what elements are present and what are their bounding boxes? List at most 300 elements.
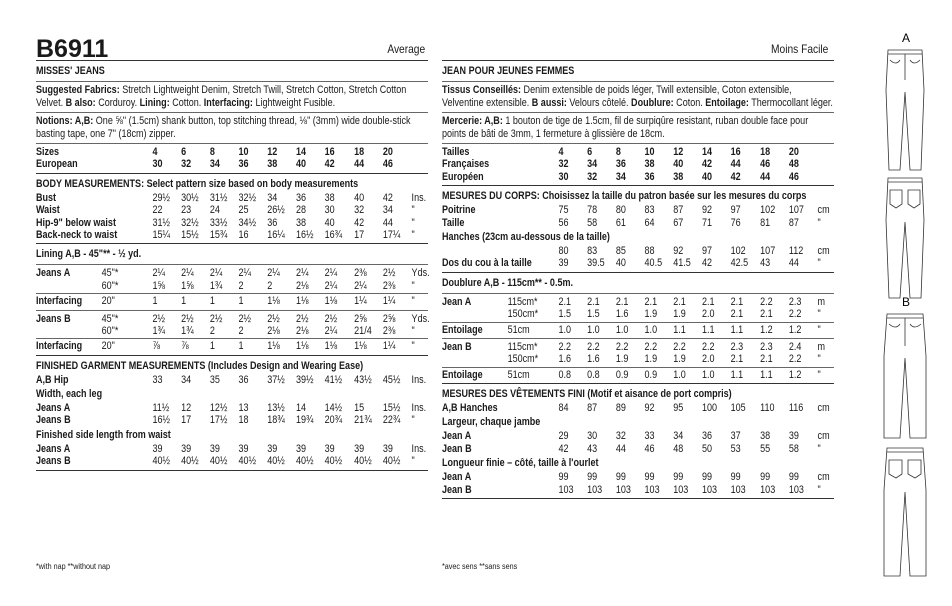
table-cell: 40 <box>324 216 335 229</box>
row-width: 20" <box>101 340 115 353</box>
table-cell: 87 <box>587 402 598 415</box>
table-cell: 43½ <box>354 373 372 386</box>
table-cell: 2½ <box>382 267 396 280</box>
table-cell: 20¾ <box>324 414 343 427</box>
jeans-b-front-icon <box>884 314 926 438</box>
table-cell: 1⅝ <box>152 279 165 292</box>
fr-length-title: Longueur finie – côté, taille à l'ourlet <box>442 457 599 470</box>
table-cell: 2½ <box>209 312 223 325</box>
table-cell: 1.5 <box>587 308 600 321</box>
table-row <box>36 455 428 467</box>
table-cell: 2½ <box>181 312 194 325</box>
table-cell: 1.6 <box>587 353 600 366</box>
table-cell: 1.6 <box>615 308 629 321</box>
table-cell: 1⅛ <box>267 340 280 353</box>
table-cell: 26½ <box>267 204 285 217</box>
table-cell: 36 <box>238 158 249 171</box>
table-cell: 2⅝ <box>354 312 367 325</box>
table-cell: 33½ <box>209 216 228 229</box>
table-cell: 112 <box>788 244 804 257</box>
en-length-title: Finished side length from waist <box>36 428 171 441</box>
table-cell: 1.5 <box>558 308 571 321</box>
table-cell: 99 <box>788 471 799 484</box>
table-cell: 107 <box>760 244 776 257</box>
table-cell: 39 <box>267 442 278 455</box>
table-cell: 80 <box>558 244 569 257</box>
table-cell: 22¾ <box>382 414 401 427</box>
row-unit: " <box>411 414 415 427</box>
table-row <box>36 414 428 426</box>
table-cell: 32 <box>558 158 569 171</box>
table-cell: 15½ <box>181 228 199 241</box>
table-cell: 1.1 <box>760 368 773 381</box>
table-cell: 36 <box>701 430 712 443</box>
table-cell: 34 <box>181 373 192 386</box>
table-cell: 53 <box>730 442 741 455</box>
table-cell: 40½ <box>382 455 401 468</box>
table-row <box>442 204 834 216</box>
table-cell: 31½ <box>152 216 171 229</box>
table-cell: 48 <box>788 158 799 171</box>
row-unit: Ins. <box>411 402 427 415</box>
table-cell: 1.9 <box>644 353 658 366</box>
fr-fabrics: Tissus Conseillés: Denim extensible de poids léger, Twill extensible, Coton extensible, Velventine extensible. B aussi: Velours côtelé. Doublure: Coton. Entoilage: Thermocollant léger. <box>442 84 833 109</box>
table-cell: 38 <box>760 430 771 443</box>
table-cell: 10 <box>644 146 655 158</box>
table-cell: ⅞ <box>152 340 160 353</box>
row-unit: cm <box>817 244 830 257</box>
table-row <box>442 484 834 496</box>
row-unit: Ins. <box>411 442 427 455</box>
table-row <box>36 229 428 241</box>
table-cell: 2⅝ <box>382 312 396 325</box>
table-cell: 99 <box>558 471 569 484</box>
row-unit: " <box>817 442 821 455</box>
table-cell: 2.2 <box>788 353 802 366</box>
row-width: 60"* <box>101 279 119 292</box>
table-cell: 83 <box>644 204 655 217</box>
table-cell: 42 <box>701 158 712 171</box>
table-cell: 35 <box>209 373 220 386</box>
table-cell: 16½ <box>295 228 314 241</box>
table-cell: 1.1 <box>730 323 744 336</box>
table-cell: 1.0 <box>701 368 715 381</box>
table-cell: 16¼ <box>267 228 285 241</box>
row-unit: " <box>411 279 415 292</box>
table-cell: 1 <box>209 295 215 308</box>
table-cell: 13½ <box>267 402 285 415</box>
table-row <box>36 204 428 216</box>
row-label: Jean B <box>442 483 472 496</box>
table-cell: 2.1 <box>673 295 686 308</box>
row-label: Jeans A <box>36 402 71 415</box>
row-width: 51cm <box>507 368 530 381</box>
en-title: MISSES' JEANS <box>36 65 105 77</box>
fr-hanches-title: Hanches (23cm au-dessous de la taille) <box>442 230 610 243</box>
table-cell: 10 <box>238 146 249 158</box>
en-notions: Notions: A,B: One ⅝" (1.5cm) shank button, top stitching thread, ⅛" (3mm) wide double-stick basting tape, one 7" (18cm) zipper. <box>36 115 411 140</box>
row-label: Dos du cou à la taille <box>442 257 532 270</box>
table-cell: 4 <box>558 146 564 158</box>
english-column <box>36 58 428 473</box>
table-cell: 99 <box>644 471 655 484</box>
table-cell: 34 <box>615 170 626 183</box>
table-cell: 38 <box>673 170 684 183</box>
row-unit: " <box>817 308 821 321</box>
row-unit: cm <box>817 430 830 443</box>
table-cell: 55 <box>760 442 771 455</box>
row-label: Back-neck to waist <box>36 228 118 241</box>
table-cell: 2¼ <box>324 279 338 292</box>
row-unit: cm <box>817 402 830 415</box>
row-width: 51cm <box>507 323 530 336</box>
table-cell: 28 <box>295 204 306 217</box>
table-cell: 17¼ <box>382 228 401 241</box>
fr-title: JEAN POUR JEUNES FEMMES <box>442 65 575 77</box>
row-label: Jean A <box>442 295 472 308</box>
table-cell: 43 <box>760 257 771 270</box>
row-unit: Yds. <box>411 312 430 325</box>
table-cell: 17 <box>181 414 192 427</box>
table-cell: 61 <box>615 216 626 229</box>
table-cell: 37 <box>730 430 741 443</box>
table-cell: 39 <box>238 442 249 455</box>
table-cell: 2.2 <box>788 308 802 321</box>
table-cell: 1.1 <box>701 323 715 336</box>
table-row <box>36 443 428 455</box>
row-label: Sizes <box>36 146 60 158</box>
table-cell: 39 <box>209 442 220 455</box>
row-label: Hip-9" below waist <box>36 216 116 229</box>
table-cell: 40 <box>701 170 712 183</box>
table-cell: 20 <box>788 146 799 158</box>
row-unit: m <box>817 340 826 353</box>
table-cell: 42 <box>701 257 712 270</box>
row-width: 150cm* <box>507 353 539 366</box>
table-row <box>442 430 834 442</box>
table-row <box>36 280 428 292</box>
row-label: Taille <box>442 216 465 229</box>
table-cell: 34 <box>382 204 393 217</box>
table-cell: 2.1 <box>730 295 744 308</box>
table-cell: 1⅝ <box>181 279 194 292</box>
table-cell: 2.1 <box>730 353 744 366</box>
table-cell: 2.0 <box>701 353 715 366</box>
table-cell: 2¼ <box>267 267 280 280</box>
table-cell: 43 <box>587 442 598 455</box>
row-label: Jean B <box>442 340 472 353</box>
table-row <box>442 341 834 353</box>
table-cell: 2⅜ <box>354 267 367 280</box>
table-cell: 1.9 <box>615 353 629 366</box>
table-row <box>442 158 834 170</box>
table-cell: 44 <box>382 216 393 229</box>
table-cell: 2 <box>238 279 244 292</box>
jeans-b-back-icon <box>884 448 926 576</box>
table-cell: 71 <box>701 216 712 229</box>
table-cell: 40 <box>295 158 306 171</box>
row-unit: m <box>817 295 826 308</box>
table-cell: 1.9 <box>673 353 686 366</box>
table-cell: 1¼ <box>354 295 367 308</box>
en-lining-title: Lining A,B - 45"** - ½ yd. <box>36 248 142 261</box>
garment-illustrations <box>872 30 942 600</box>
table-cell: 11½ <box>152 402 170 415</box>
table-cell: 18 <box>760 146 771 158</box>
table-cell: 46 <box>760 158 771 171</box>
table-row <box>36 402 428 414</box>
table-cell: 2.0 <box>701 308 715 321</box>
table-cell: 0.9 <box>615 368 629 381</box>
table-cell: 14 <box>701 146 712 158</box>
table-cell: 76 <box>730 216 741 229</box>
row-unit: " <box>411 204 415 217</box>
table-cell: 8 <box>615 146 621 158</box>
table-cell: 40½ <box>238 455 257 468</box>
table-cell: 116 <box>788 402 804 415</box>
table-cell: 103 <box>587 483 603 496</box>
table-cell: 92 <box>673 244 684 257</box>
table-cell: 40½ <box>354 455 372 468</box>
table-row <box>442 217 834 229</box>
row-unit: " <box>817 368 821 381</box>
row-width: 115cm* <box>507 340 538 353</box>
table-cell: 2.3 <box>760 340 773 353</box>
table-cell: 2.2 <box>615 340 629 353</box>
pattern-number: B6911 <box>36 35 109 63</box>
table-cell: 2.2 <box>558 340 571 353</box>
table-cell: 40.5 <box>644 257 663 270</box>
table-cell: 20 <box>382 146 393 158</box>
table-cell: 41½ <box>324 373 343 386</box>
table-cell: 32½ <box>238 191 257 204</box>
table-cell: 1.1 <box>673 323 686 336</box>
table-row <box>36 158 428 170</box>
table-cell: 32 <box>587 170 598 183</box>
table-cell: 1.2 <box>760 323 773 336</box>
table-cell: 14 <box>295 146 306 158</box>
row-label: Interfacing <box>36 340 83 353</box>
row-label: Tailles <box>442 146 470 158</box>
table-cell: 99 <box>673 471 684 484</box>
table-cell: 39.5 <box>587 257 605 270</box>
en-body-title: BODY MEASUREMENTS: Select pattern size based on body measurements <box>36 177 359 190</box>
table-cell: 2⅛ <box>295 324 309 337</box>
table-cell: 46 <box>644 442 655 455</box>
table-cell: 42 <box>558 442 569 455</box>
fr-lining-title: Doublure A,B - 115cm** - 0.5m. <box>442 276 574 289</box>
table-cell: 30 <box>558 170 569 183</box>
row-unit: " <box>817 257 821 270</box>
table-cell: 2.1 <box>730 308 744 321</box>
table-cell: 21/4 <box>354 324 372 337</box>
table-cell: 83 <box>587 244 598 257</box>
table-row <box>36 295 428 307</box>
fr-footnote: *avec sens **sans sens <box>442 562 518 571</box>
table-cell: 39 <box>558 257 569 270</box>
row-unit: " <box>411 216 415 229</box>
table-cell: 75 <box>558 204 569 217</box>
en-footnote: *with nap **without nap <box>36 562 111 571</box>
table-cell: 32½ <box>181 216 199 229</box>
row-width: 150cm* <box>507 308 539 321</box>
table-cell: 1¾ <box>209 279 223 292</box>
table-cell: 1⅛ <box>295 340 309 353</box>
row-width: 45"* <box>101 312 119 325</box>
table-cell: 2½ <box>152 312 165 325</box>
row-unit: " <box>411 324 415 337</box>
table-cell: 2¼ <box>324 267 338 280</box>
table-cell: 16 <box>238 228 249 241</box>
row-unit: Ins. <box>411 373 427 386</box>
table-row <box>442 257 834 269</box>
fr-body-title: MESURES DU CORPS: Choisissez la taille du patron basée sur les mesures du corps <box>442 190 807 203</box>
table-cell: 34 <box>209 158 220 171</box>
table-cell: 103 <box>615 483 631 496</box>
table-cell: 1⅛ <box>267 295 280 308</box>
table-cell: 42 <box>324 158 335 171</box>
table-cell: 2 <box>238 324 244 337</box>
jeans-a-front-icon <box>886 50 924 170</box>
row-label: Poitrine <box>442 204 476 217</box>
table-cell: 29½ <box>152 191 171 204</box>
table-cell: 39 <box>295 442 306 455</box>
row-unit: " <box>817 483 821 496</box>
table-cell: 18 <box>238 414 249 427</box>
table-cell: 103 <box>673 483 689 496</box>
table-row <box>442 308 834 320</box>
table-cell: 1 <box>209 340 215 353</box>
table-cell: 16 <box>730 146 741 158</box>
table-cell: 40 <box>354 191 365 204</box>
table-row <box>442 146 834 158</box>
table-cell: 46 <box>788 170 799 183</box>
french-column <box>442 58 834 501</box>
table-cell: 44 <box>730 158 741 171</box>
table-cell: 42 <box>354 216 365 229</box>
table-cell: 103 <box>760 483 776 496</box>
table-cell: 103 <box>788 483 804 496</box>
table-cell: 81 <box>760 216 771 229</box>
table-cell: 15¼ <box>152 228 171 241</box>
table-cell: 33 <box>152 373 163 386</box>
table-cell: 14 <box>295 402 306 415</box>
table-cell: 1¼ <box>382 340 396 353</box>
table-cell: 39 <box>324 442 335 455</box>
row-label: Interfacing <box>36 295 83 308</box>
table-cell: 2.1 <box>644 295 658 308</box>
table-cell: ⅞ <box>181 340 189 353</box>
table-cell: 80 <box>615 204 626 217</box>
table-cell: 2¼ <box>324 324 338 337</box>
table-cell: 36 <box>615 158 626 171</box>
table-cell: 2⅜ <box>382 324 396 337</box>
row-label: Waist <box>36 204 60 217</box>
row-label: Jean A <box>442 430 472 443</box>
en-width-title: Width, each leg <box>36 388 103 401</box>
row-width: 20" <box>101 295 115 308</box>
table-cell: 1¾ <box>181 324 194 337</box>
table-cell: 16 <box>324 146 335 158</box>
table-cell: 2.2 <box>673 340 686 353</box>
table-cell: 15 <box>354 402 365 415</box>
table-cell: 31½ <box>209 191 228 204</box>
table-cell: 40½ <box>267 455 285 468</box>
table-cell: 13 <box>238 402 249 415</box>
table-cell: 24 <box>209 204 220 217</box>
table-cell: 42 <box>382 191 393 204</box>
table-cell: 34 <box>267 191 278 204</box>
table-cell: 40½ <box>181 455 199 468</box>
table-cell: 1¾ <box>152 324 165 337</box>
table-cell: 32 <box>181 158 192 171</box>
table-cell: 2¼ <box>295 267 309 280</box>
table-cell: 99 <box>701 471 712 484</box>
table-cell: 103 <box>730 483 746 496</box>
table-cell: 33 <box>644 430 655 443</box>
table-row <box>442 353 834 365</box>
table-cell: 44 <box>788 257 799 270</box>
table-cell: 1¼ <box>382 295 396 308</box>
row-unit: " <box>411 228 415 241</box>
table-cell: 39 <box>181 442 192 455</box>
table-cell: 2.2 <box>587 340 600 353</box>
table-cell: 2¼ <box>238 267 252 280</box>
table-cell: 25 <box>238 204 249 217</box>
jeans-a-back-icon <box>886 178 924 298</box>
table-cell: 39 <box>152 442 163 455</box>
table-cell: 2¼ <box>181 267 194 280</box>
table-cell: 100 <box>701 402 717 415</box>
table-cell: 18 <box>354 146 365 158</box>
table-cell: 102 <box>760 204 776 217</box>
table-cell: 92 <box>701 204 712 217</box>
table-cell: 1.9 <box>644 308 658 321</box>
table-cell: 97 <box>701 244 712 257</box>
table-cell: 107 <box>788 204 804 217</box>
table-cell: 42.5 <box>730 257 749 270</box>
table-cell: 2¼ <box>354 279 367 292</box>
row-width: 60"* <box>101 324 119 337</box>
table-cell: 1 <box>238 295 244 308</box>
table-cell: 30 <box>587 430 598 443</box>
table-cell: 1.6 <box>558 353 571 366</box>
row-unit: " <box>817 216 821 229</box>
table-cell: 2.1 <box>760 308 773 321</box>
table-row <box>442 324 834 336</box>
table-cell: 38 <box>267 158 278 171</box>
row-unit: cm <box>817 204 830 217</box>
row-label: Bust <box>36 191 57 204</box>
table-cell: 2¼ <box>209 267 223 280</box>
table-cell: 17 <box>354 228 365 241</box>
table-cell: 44 <box>615 442 626 455</box>
table-cell: 85 <box>615 244 626 257</box>
table-cell: 99 <box>730 471 741 484</box>
table-cell: 2.3 <box>788 295 802 308</box>
table-cell: 2 <box>267 279 273 292</box>
table-cell: 1⅛ <box>324 340 338 353</box>
table-cell: 40½ <box>152 455 171 468</box>
table-cell: 99 <box>587 471 598 484</box>
row-unit: " <box>817 353 821 366</box>
table-cell: 1 <box>238 340 244 353</box>
difficulty-fr: Moins Facile <box>771 42 829 56</box>
table-cell: 1.2 <box>788 323 802 336</box>
table-cell: 41.5 <box>673 257 691 270</box>
view-b-label: B <box>901 295 911 309</box>
table-cell: 88 <box>644 244 655 257</box>
